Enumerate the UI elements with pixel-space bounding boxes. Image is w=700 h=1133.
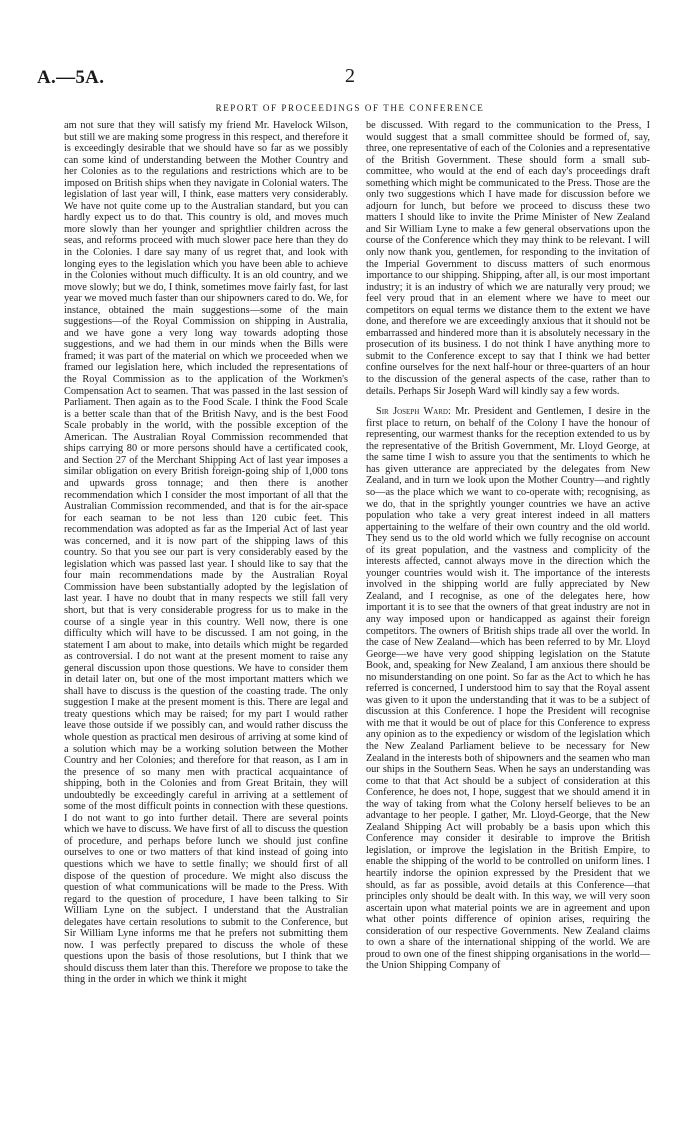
right-column [366, 120, 650, 972]
page-number: 2 [345, 65, 355, 87]
paragraph: be discussed. With regard to the communication to the Press, I would suggest that a small committee should be formed of, say, three, one representative of each of the Colonies and a representative of the British Government. These should form a small sub-committee, who would at the end of each day's proceedings draft something which might be communicated to the Press. Those are the only two suggestions which I have made for discussion before we adjourn for lunch, but before we proceed to discuss these two matters I should like to invite the Prime Minister of New Zealand and Sir William Lyne to make a few general observations upon the course of the Conference which they may think to be relevant. I will only now thank you, gentlemen, for responding to the invitation of the Imperial Government to discuss matters of such enormous importance to our shipping. Shipping, after all, is our most important industry; it is an industry of which we are naturally very proud; we feel very proud that in an element where we have to meet our competitors on equal terms we distance them to the extent we have done, and therefore we are exceedingly anxious that it should not be embarrassed and hindered more than it is absolutely necessary in the prosecution of its business. I do not think I have anything more to submit to the Conference except to say that I think we had better confine ourselves for the next half-hour or three-quarters of an hour to the discussion of the general aspects of the case, rather than to details. Perhaps Sir Joseph Ward will kindly say a few words. [366, 120, 650, 397]
left-column [64, 120, 348, 986]
speech-text: : Mr. President and Gentlemen, I desire in the first place to return, on behalf of the Colony I have the honour of representing, our warmest thanks for the reception extended to us by the representative of the British Government, Mr. Lloyd George, at the same time I wish to assure you that the sentiments to which he has given utterance are appreciated by the delegates from New Zealand, and in turn we look upon the Mother Country—and rightly so—as the place which we want to co-operate with; recognising, as we do, that in the sprightly younger countries we have an active population who take a very great interest indeed in all matters appertaining to the welfare of their own country and the old world. They send us to the old world which we fully recognise on account of its great population, and the vastness and complicity of the interests affected, cannot always move in the direction which the younger countries would wish it. The importance of the interests involved in the shipping world are fully appreciated by New Zealand, and I recognise, as one of the delegates here, how important it is to see that the owners of that great industry are not in any way imposed upon or handicapped as against their foreign competitors. The owners of British ships trade all over the world. In the case of New Zealand—which has been referred to by Mr. Lloyd George—we have very good shipping legislation on the Statute Book, and, speaking for New Zealand, I am anxious there should be no misunderstanding on one point. So far as the Act to which he has referred is concerned, I understood him to say that the Royal assent was given to it upon the understanding that it was to be a subject of discussion at this Conference. I hope the President will recognise with me that it would be out of place for this Conference to express any opinion as to the expediency or wisdom of the legislation which the New Zealand Parliament believe to be necessary for New Zealand in the interests both of shipowners and the seamen who man our ships in the Southern Seas. When he says an understanding was come to that that Act should be a subject of consideration at this Conference, he does not, I hope, suggest that we should amend it in the way of taking from what the Colony herself believes to be an advantage to her people. I gather, Mr. Lloyd-George, that the New Zealand Shipping Act will probably be a basis upon which this Conference may consider it desirable to improve the British legislation, or improve the legislation in the British Empire, to enable the shipping of the world to be controlled on uniform lines. I heartily indorse the opinion expressed by the President that we should, as far as possible, avoid details at this Conference—that principles only should be dealt with. In this way, we will very soon ascertain upon what material points we are in agreement and upon what other points difference of opinion arises, requiring the consideration of our respective Governments. New Zealand claims to own a share of the international shipping of the world. We are proud to own one of the finest shipping organisations in the world—the Union Shipping Company of [366, 406, 650, 972]
running-head: REPORT OF PROCEEDINGS OF THE CONFERENCE [215, 103, 485, 113]
document-reference: A.—5A. [37, 67, 105, 88]
speech-paragraph [366, 406, 650, 972]
speaker-name: Sir Joseph Ward [376, 406, 448, 418]
paragraph: am not sure that they will satisfy my friend Mr. Havelock Wilson, but still we are making some progress in this respect, and therefore it is exceedingly desirable that we should have so far as we possibly can some kind of understanding between the Mother Country and her Colonies as to the regulations and restrictions which are to be imposed on British ships when they navigate in Colonial waters. The legislation of last year will, I think, ease matters very considerably. We have not quite come up to the Australian standard, but you can hardly expect us to do that. This country is old, and moves much more slowly than her younger and sprightlier children across the seas, and reforms proceed with much slower pace here than they do in the Colonies. I dare say many of us regret that, and look with longing eyes to the legislation which you have been able to achieve in the Colonies without much difficulty. It is an old country, and we move slowly; but we do, I think, sometimes move fairly fast, for last year we moved much faster than our shipowners cared to do. We, for instance, obtained the main suggestions—some of the main suggestions—of the Royal Commission on shipping in Australia, and we have gone a very long way towards adopting those suggestions, and we had them in our minds when the Bills were framed; it was part of the material on which we proceeded when we framed our legislation here, which included the representations of the Royal Commission as to the application of the Workmen's Compensation Act to seamen. That was passed in the last session of Parliament. Then again as to the Food Scale. I think the Food Scale is a better scale than that of the British Navy, and is the best Food Scale probably in the world, with the possible exception of the American. The Australian Royal Commission recommended that ships carrying 80 or more persons should have a certificated cook, and Section 27 of the Merchant Shipping Act of last year imposes a similar obligation on every British foreign-going ship of 1,000 tons and upwards gross tonnage; and then there is another recommendation which I consider the most important of all that the Australian Commission recommended, and that is for the air-space for each seaman to be not less than 120 cubic feet. This recommendation was adopted as far as the Imperial Act of last year was concerned, and it is now part of the shipping laws of this country. So that you see our part is very considerably eased by the legislation which was passed last year. I should like to say that the four main recommendations made by the Australian Royal Commission have been substantially adopted by the legislation of last year. I have no doubt that in many respects we still fall very short, but that is very considerable progress for us to make in the course of a single year in this country. Well now, there is one difficulty which will have to be discussed. I am not going, in the statement I am about to make, into details which might be regarded as controversial. I do not want at the present moment to raise any general discussion upon those questions. We have to consider them in detail later on, but one of the most important matters which we shall have to discuss is the question of the coasting trade. The only suggestion I make at the present moment is this. There are legal and treaty questions which may be raised; for my part I would rather leave those outside if we possibly can, and would rather discuss the whole question as practical men desirous of arriving at some kind of a solution which may be a working solution between the Mother Country and her Colonies; and therefore for that reason, as I am in the presence of so many men with practical acquaintance of shipping, both in the Colonies and from Great Britain, they will undoubtedly be exceedingly careful in arriving at a settlement of some of the most difficult points in connection with these questions. I do not want to go into further detail. There are several points which we have to discuss. We have first of all to discuss the question of procedure, and perhaps before lunch we should just confine ourselves to one or two matters of that kind instead of going into questions which we have to settle finally; we should first of all dispose of the question of procedure. We might also discuss the question of what communications will be made to the Press. With regard to the question of procedure, I have been talking to Sir William Lyne on the subject. I understand that the Australian delegates have certain resolutions to submit to the Conference, but Sir William Lyne informs me that he prefers not submitting them now. I was perfectly prepared to discuss the whole of these questions upon the basis of those resolutions, but I think that we should discuss them later than this. Therefore we propose to take the thing in the order in which we think it might [64, 120, 348, 986]
